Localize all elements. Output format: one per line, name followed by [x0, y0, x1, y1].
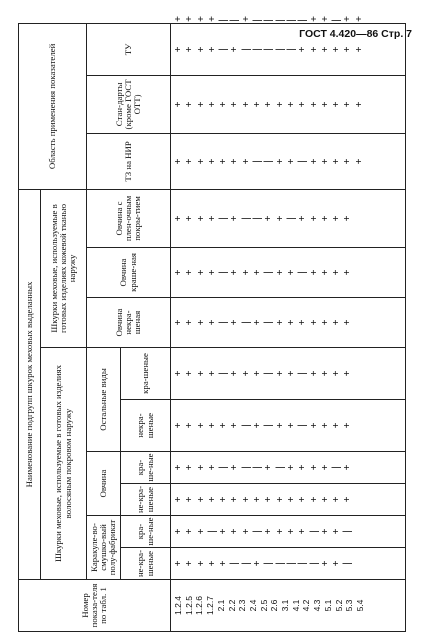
header-group-leather-out: Шкурки меховые, используемые в готовых изделиях кожевой тканью наружу — [41, 189, 87, 347]
header-tz: ТЗ на НИР — [87, 133, 171, 189]
marks-column-6: + + + + | + + + | + + | + + + + — [171, 348, 406, 400]
marks-column-10: + + + + + + + | | + + | + + + + + — [171, 133, 406, 189]
marks-column-7: + + + + | + | + | + + + + + + + — [171, 298, 406, 348]
header-ovchina-plenka: Овчина с плен-очным покры-тием — [87, 189, 171, 247]
marks-column-1: + + + + + | | + | | | | | + + | — [171, 548, 406, 580]
marks-column-2: + + + | + + + | + + + + | + + | — [171, 516, 406, 548]
header-other-krash: кра-шеные — [121, 348, 171, 400]
marks-column-5: + + + + + + | + | + + | + + + + — [171, 400, 406, 452]
header-ovchina-nekrash-a: не-кра-шеные — [121, 484, 171, 516]
marks-column-8: + + + + | + + + | + + | + + + + — [171, 248, 406, 298]
indicators-table: Номер показа-теля по табл. 1 Наименование подгрупп шкурок меховых выделанных Область применения показателей Шкурки меховые, используемые в готовых изделиях волосяным покровом наружу Шкурки меховые, используемые в готовых изделиях кожевой тканью наружу Каракуле-во-смушко-вый полу-фабрикат Овчина Остальные виды Овчина некра-шеная Овчина краше-ная Овчина с плен-очным покры-тием ТЗ на НИР Стан-дарты (кроме ГОСТ ОТТ) ТУ не-кра-шеные кра-ше-ные не-кра-шеные кра-ше-ные некра-шеные кра-шеные 1.2.4 1.2.5 1.2.6 1.2.7 2.1 2.2 2.3 2.4 2.5 2.6 3.1 4.1 4.2 4.3 5.1 5.2 5.3 5.4 + + + + + | | + | | | | | + + | + + + | + + + | + + + + | + + | + + + + + + + + + + + + + + + + + + + + | + | | + | + + + + | + + + + + + + | + | + + | + + + + + + + + | + + + | + + | + + + + + + + + | + | + | + + + + + + + + + + + | + + + | + + | + + + + + + + + | + | | + + | + + + + + + + + + + + + | | + + | + + + + + + + + + + + + + + + + + + + + + + + + + + | + | | | | | + + + + + + + + + + | | + | | | | | + + | + + — [18, 23, 406, 632]
header-subgroups: Наименование подгрупп шкурок меховых выделанных — [19, 189, 41, 579]
header-ovchina-krash: Овчина краше-ная — [87, 248, 171, 298]
header-karakul-krash: кра-ше-ные — [121, 516, 171, 548]
marks-column-12: + + + + | + | | | | | + + + + + + — [171, 23, 406, 75]
header-ovchina-nekrash: Овчина некра-шеная — [87, 298, 171, 348]
header-other-nekrash: некра-шеные — [121, 400, 171, 452]
marks-column-4: + + + + | + | | + | + + + + | + — [171, 452, 406, 484]
header-ovchina-krash-a: кра-ше-ные — [121, 452, 171, 484]
header-standard: Стан-дарты (кроме ГОСТ ОТТ) — [87, 75, 171, 133]
row-numbers: 1.2.4 1.2.5 1.2.6 1.2.7 2.1 2.2 2.3 2.4 2.5 2.6 3.1 4.1 4.2 4.3 5.1 5.2 5.3 5.4 — [171, 580, 406, 632]
header-tu: ТУ — [87, 23, 171, 75]
page-header: ГОСТ 4.420—86 Стр. 7 — [299, 28, 412, 40]
marks-column-9: + + + + | + | | + + | + + + + + — [171, 189, 406, 247]
header-other: Остальные виды — [87, 348, 121, 452]
rotated-table-area — [18, 16, 418, 640]
header-ovchina: Овчина — [87, 452, 121, 516]
col-header-number: Номер показа-теля по табл. 1 — [19, 580, 171, 632]
marks-column-11: + + + + + + + + + + + + + + + + + — [171, 75, 406, 133]
header-karakul-nekrash: не-кра-шеные — [121, 548, 171, 580]
header-area: Область применения показателей — [19, 23, 87, 189]
header-karakul: Каракуле-во-смушко-вый полу-фабрикат — [87, 516, 121, 580]
header-group-fur-out: Шкурки меховые, используемые в готовых изделиях волосяным покровом наружу — [41, 348, 87, 580]
marks-column-3: + + + + + + + + + + + + + + + + — [171, 484, 406, 516]
